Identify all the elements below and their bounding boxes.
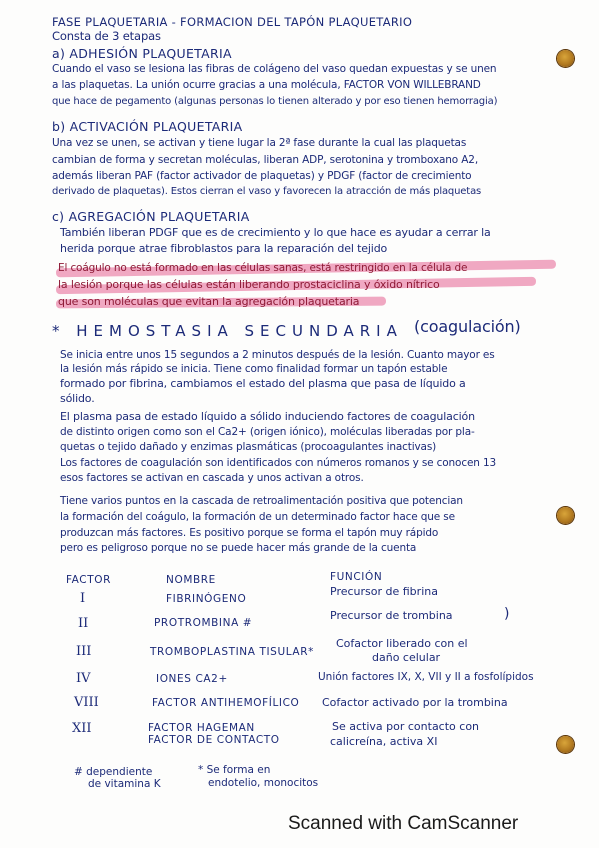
- table-cell-funcion: Precursor de trombina: [330, 609, 453, 622]
- heading-note: (coagulación): [414, 317, 521, 336]
- table-cell-nombre: TROMBOPLASTINA TISULAR*: [150, 646, 314, 658]
- text-line: Cuando el vaso se lesiona las fibras de colágeno del vaso quedan expuestas y se unen: [52, 63, 497, 75]
- text-line: pero es peligroso porque no se puede hacer más grande de la cuenta: [60, 542, 417, 554]
- table-cell-nombre: IONES CA2+: [156, 673, 228, 685]
- punch-hole: [557, 507, 574, 524]
- table-cell-funcion: Unión factores IX, X, VII y II a fosfolípidos: [318, 671, 534, 683]
- text-line: cambian de forma y secretan moléculas, liberan ADP, serotonina y tromboxano A2,: [52, 154, 479, 166]
- text-line: Se inicia entre unos 15 segundos a 2 minutos después de la lesión. Cuanto mayor es: [60, 349, 495, 361]
- text-line: de distinto origen como son el Ca2+ (origen iónico), moléculas liberadas por pla-: [60, 426, 475, 438]
- table-header-nombre: NOMBRE: [166, 574, 216, 586]
- text-line: También liberan PDGF que es de crecimiento y lo que hace es ayudar a cerrar la: [60, 226, 491, 239]
- table-cell-funcion: calicreína, activa XI: [330, 735, 438, 748]
- footnote-hash: de vitamina K: [88, 778, 161, 790]
- table-cell-nombre: FIBRINÓGENO: [166, 593, 247, 605]
- table-cell-nombre: FACTOR HAGEMAN: [148, 722, 255, 734]
- text-line: El plasma pasa de estado líquido a sólido induciendo factores de coagulación: [60, 410, 475, 423]
- text-line: Tiene varios puntos en la cascada de retroalimentación positiva que potencian: [60, 495, 463, 507]
- punch-hole: [557, 50, 574, 67]
- text-line: que hace de pegamento (algunas personas lo tienen alterado y por eso tienen hemorragia): [52, 96, 498, 107]
- highlighted-line: que son moléculas que evitan la agregación plaquetaria: [58, 295, 360, 308]
- text-line: Los factores de coagulación son identificados con números romanos y se conocen 13: [60, 457, 497, 469]
- table-cell-factor: III: [76, 644, 92, 659]
- highlighted-line: la lesión porque las células están liberando prostaciclina y óxido nítrico: [58, 278, 440, 291]
- text-line: Una vez se unen, se activan y tiene lugar la 2ª fase durante la cual las plaquetas: [52, 137, 467, 149]
- table-cell-factor: II: [78, 616, 89, 631]
- text-line: quetas o tejido dañado y enzimas plasmáticas (procoagulantes inactivas): [60, 441, 437, 453]
- punch-hole: [557, 736, 574, 753]
- text-line: esos factores se activan en cascada y unos activan a otros.: [60, 472, 364, 484]
- text-line: formado por fibrina, cambiamos el estado del plasma que pasa de líquido a: [60, 377, 466, 390]
- text-line: derivado de plaquetas). Estos cierran el vaso y favorecen la atracción de más plaquetas: [52, 186, 482, 197]
- table-cell-funcion: Cofactor liberado con el: [336, 637, 468, 650]
- table-cell-factor: I: [80, 591, 86, 606]
- table-cell-nombre: FACTOR ANTIHEMOFÍLICO: [152, 697, 300, 709]
- footnote-star: * Se forma en: [198, 764, 271, 776]
- page-title: FASE PLAQUETARIA - FORMACION DEL TAPÓN PLAQUETARIO: [52, 15, 413, 29]
- camscanner-watermark: Scanned with CamScanner: [288, 813, 519, 834]
- table-header-funcion: FUNCIÓN: [330, 571, 383, 583]
- text-line: produzcan más factores. Es positivo porque se forma el tapón muy rápido: [60, 527, 439, 539]
- text-line: herida porque atrae fibroblastos para la reparación del tejido: [60, 242, 388, 255]
- table-header-factor: FACTOR: [66, 574, 111, 586]
- table-cell-factor: IV: [76, 671, 91, 686]
- text-line: la formación del coágulo, la formación de un determinado factor hace que se: [60, 511, 455, 523]
- highlighted-line: El coágulo no está formado en las células sanas, está restringido en la célula de: [58, 262, 468, 274]
- section-heading-activacion: b) ACTIVACIÓN PLAQUETARIA: [52, 119, 243, 134]
- table-cell-nombre: PROTROMBINA #: [154, 617, 253, 629]
- text-line: sólido.: [60, 392, 95, 405]
- table-cell-funcion: daño celular: [372, 651, 441, 664]
- text-line: a las plaquetas. La unión ocurre gracias a una molécula, FACTOR VON WILLEBRAND: [52, 79, 481, 91]
- footnote-hash: # dependiente: [74, 766, 153, 778]
- text-line: además liberan PAF (factor activador de plaquetas) y PDGF (factor de crecimiento: [52, 170, 472, 182]
- table-cell-funcion: Cofactor activado por la trombina: [322, 696, 508, 709]
- table-cell-factor: XII: [72, 721, 92, 736]
- table-cell-funcion: Precursor de fibrina: [330, 585, 438, 598]
- page-subtitle: Consta de 3 etapas: [52, 29, 161, 43]
- table-cell-funcion: Se activa por contacto con: [332, 720, 480, 733]
- footnote-star: endotelio, monocitos: [208, 777, 319, 789]
- section-heading-adhesion: a) ADHESIÓN PLAQUETARIA: [52, 46, 232, 61]
- text-line: la lesión más rápido se inicia. Tiene como finalidad formar un tapón estable: [60, 363, 448, 375]
- table-cell-factor: VIII: [74, 695, 99, 710]
- section-heading-agregacion: c) AGREGACIÓN PLAQUETARIA: [52, 209, 250, 224]
- pencil-mark: ): [504, 606, 510, 622]
- section-heading-hemostasia: * HEMOSTASIA SECUNDARIA: [52, 322, 403, 340]
- table-cell-nombre: FACTOR DE CONTACTO: [148, 734, 280, 746]
